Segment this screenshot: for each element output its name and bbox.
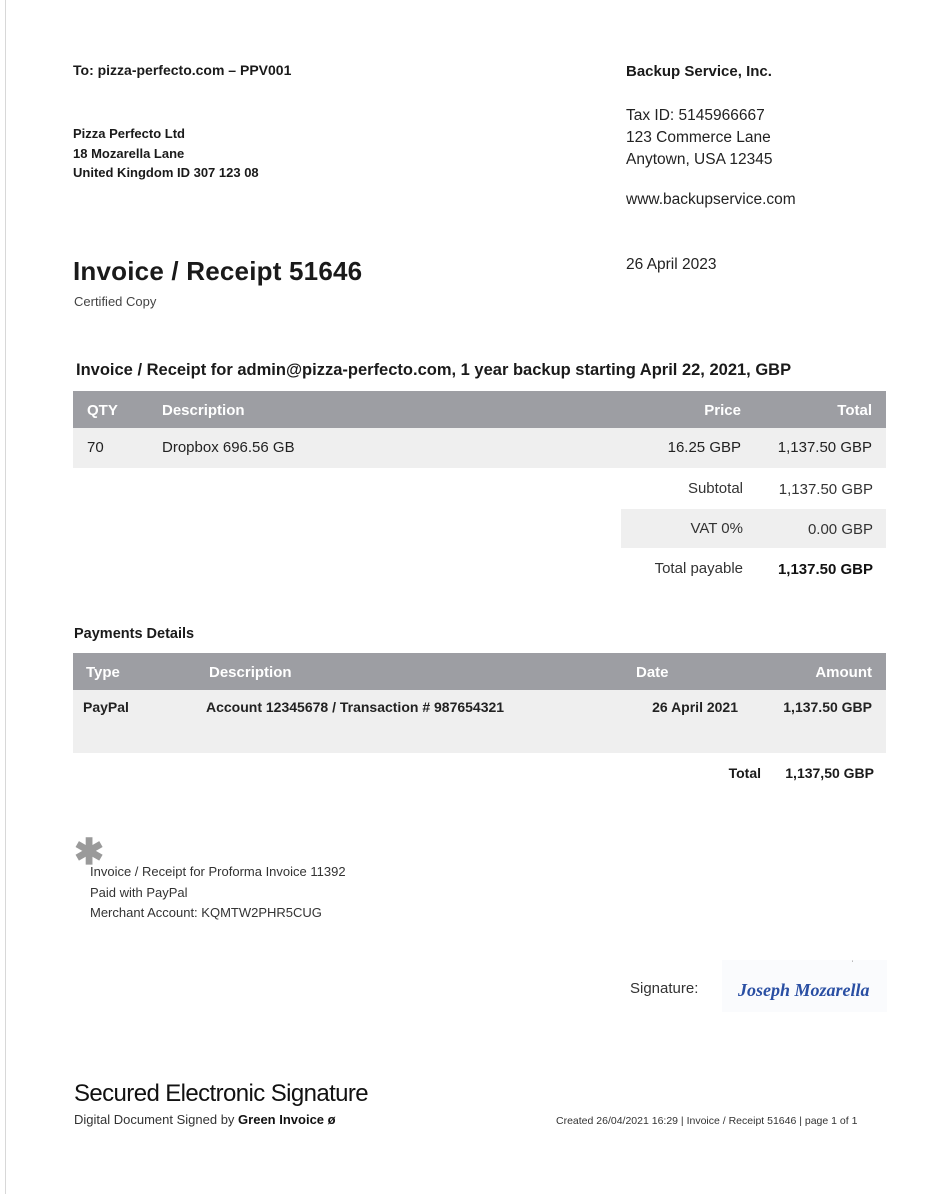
col-amount: Amount [815, 664, 872, 681]
vendor-street: 123 Commerce Lane [626, 129, 771, 146]
signature-image: Joseph Mozarella [738, 980, 870, 1000]
subtotal-label: Subtotal [687, 480, 743, 497]
vendor-city: Anytown, USA 12345 [626, 151, 773, 168]
footer-meta: Created 26/04/2021 16:29 | Invoice / Receipt 51646 | page 1 of 1 [556, 1115, 858, 1127]
brand-logo-icon: ø [327, 1112, 336, 1127]
item-qty: 70 [87, 439, 104, 456]
recipient-line: To: pizza-perfecto.com – PPV001 [73, 62, 292, 78]
vendor-tax-id: Tax ID: 5145966667 [626, 107, 765, 124]
secured-signature-title: Secured Electronic Signature [74, 1080, 369, 1107]
signature-label: Signature: [630, 980, 699, 997]
payment-type: PayPal [83, 699, 129, 715]
items-table-header [73, 391, 886, 428]
payment-amount: 1,137.50 GBP [783, 699, 872, 715]
customer-name: Pizza Perfecto Ltd [73, 126, 185, 141]
total-payable-value: 1,137.50 GBP [777, 561, 873, 578]
payment-date: 26 April 2021 [652, 699, 738, 715]
vendor-website[interactable]: www.backupservice.com [626, 191, 796, 208]
total-payable-label: Total payable [654, 560, 743, 577]
col-qty: QTY [87, 402, 118, 419]
signed-by-prefix: Digital Document Signed by [74, 1112, 235, 1127]
document-subtitle: Certified Copy [74, 294, 157, 309]
table-row [73, 428, 886, 468]
note-line: Paid with PayPal [90, 884, 188, 900]
subtotal-value: 1,137.50 GBP [778, 481, 873, 498]
note-line: Merchant Account: KQMTW2PHR5CUG [90, 905, 322, 920]
col-price: Price [704, 402, 741, 419]
vendor-address [626, 105, 773, 171]
customer-country-id: United Kingdom ID 307 123 08 [73, 165, 259, 180]
customer-address [73, 124, 259, 183]
page-edge [5, 0, 6, 1194]
payments-table-header [73, 653, 886, 690]
item-description: Dropbox 696.56 GB [162, 439, 295, 456]
col-pay-description: Description [209, 664, 292, 681]
receipt-description: Invoice / Receipt for admin@pizza-perfecto.com, 1 year backup starting April 22, 2021, GBP [76, 361, 792, 379]
invoice-date: 26 April 2023 [626, 256, 717, 273]
payments-total-label: Total [728, 765, 761, 781]
col-type: Type [86, 664, 120, 681]
note-line: Invoice / Receipt for Proforma Invoice 11392 [90, 864, 346, 879]
customer-street: 18 Mozarella Lane [73, 145, 185, 161]
vat-value: 0.00 GBP [807, 521, 873, 538]
asterisk-icon: ✱ [74, 831, 105, 872]
green-invoice-brand: Green Invoice [238, 1112, 325, 1127]
col-date: Date [636, 664, 669, 681]
item-price: 16.25 GBP [667, 439, 741, 456]
vendor-name: Backup Service, Inc. [626, 63, 772, 80]
table-row [73, 690, 886, 753]
document-title: Invoice / Receipt 51646 [73, 256, 363, 286]
payments-total-value: 1,137,50 GBP [785, 765, 874, 781]
signed-by-line [74, 1112, 336, 1127]
payment-notes [90, 862, 346, 924]
col-description: Description [162, 402, 245, 419]
col-total: Total [837, 402, 872, 419]
vat-label: VAT 0% [690, 520, 743, 537]
payment-description: Account 12345678 / Transaction # 987654321 [206, 699, 505, 715]
payments-title: Payments Details [74, 626, 195, 642]
signature-mark: ˈ [851, 960, 855, 971]
item-total: 1,137.50 GBP [777, 439, 872, 456]
